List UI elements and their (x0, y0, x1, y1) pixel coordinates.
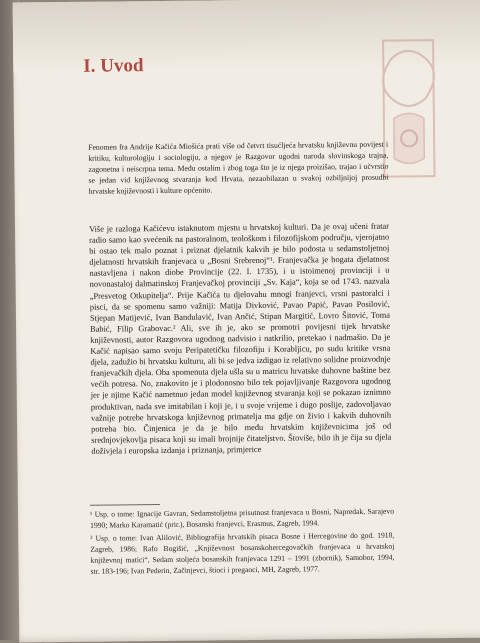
paragraph-main: Više je razloga Kačićevu istaknutom mjestu u hrvatskoj kulturi. Da je ovaj učeni fratar radio samo kao svećenik na pastoralnom, teološkom i filozofijskom području, vjerojatno bi ostao tek malo poznat i priznat djelatnik kakvih je bilo podosta u sedamstoljetnoj djelatnosti hrvatskih franjevaca u „Bosni Srebrenoj“¹. Franjevačka je bogata djelatnost nastavljena i nakon diobe Provincije (22. I. 1735), i u istoimenoj provinciji i u novonastaloj dalmatinskoj Franjevačkoj provinciji „Sv. Kaja“, koja se od 1743. nazvala „Presvetog Otkupitelja“. Prije Kačića tu djelovahu mnogi franjevci, vrsni pastoralci i pisci, da se spomenu samo važniji: Matija Divković, Pavao Papić, Pavao Posilović, Stjepan Matijević, Ivan Bandulavić, Ivan Ančić, Stipan Margitić, Lovro Šitović, Toma Babić, Filip Grabovac.² Ali, sve ih je, ako se promotri povijesni tijek hrvatske književnosti, autor Razgovora ugodnog nadvisio i natkrilio, pretekao i nadmašio. Da je Kačić napisao samo svoju Peripatetičku filozofiju i Korabljicu, po sudu kritike vrsna djela, zadužio bi hrvatsku kulturu, ali bi se jedva izdigao iz relativno solidne proizvodnje franjevačkih djela. Oba spomenuta djela ušla su u matricu hrvatske duhovne baštine bez većih potresa. No, znakovito je i plodonosno bilo tek pojavljivanje Razgovora ugodnog jer je njime Kačić nametnuo jedan model književnog stvaranja koji se pokazao iznimno produktivan, nada sve imitabilan i koji je, i u svoje vrijeme i dugo poslije, zadovoljavao važnije potrebe hrvatskoga književnog primatelja ma gdje on živio i kakvih duhovnih potreba bio. Činjenica je da je bilo među hrvatskim književnicima još od srednjovjekovlja pisaca koji su imali brojnije čitateljstvo. Štoviše, bilo ih je čija su djela doživjela i europska izdanja i priznanja, primjerice (88, 221, 392, 456)
decorative-ornament-icon (381, 38, 436, 179)
chapter-title: I. Uvod (83, 55, 144, 77)
footnote-2: ² Usp. o tome: Ivan Alilović, Bibliografija hrvatskih pisaca Bosne i Hercegovine do god. 1918, Zagreb, 1986; Rafo Bogišić, „Književnost bosanskohercegovačkih franjevaca u hrvatskoj književnoj matici“, Sedam stoljeća bosanskih franjevaca 1291 – 1991 (zbornik), Samobor, 1994, str. 183-196; Ivan Pederin, Začinjevci, štioci i pregaoci, MH, Zagreb, 1977. (90, 530, 395, 576)
body-text (88, 139, 391, 457)
footnotes (90, 502, 395, 580)
footnote-1: ¹ Usp. o tome: Ignacije Gavran, Sedamstoljetna prisutnost franjevaca u Bosni, Napredak, Sarajevo 1990; Marko Karamatić (prir.), Bosanski franjevci, Erasmus, Zagreb, 1994. (89, 506, 395, 530)
paragraph-intro: Fenomen fra Andrije Kačića Miošića prati više od četvrt tisućljeća hrvatsku književnu povijest i kritiku, kulturologiju i sociologiju, a njegov je Razgovor ugodni naroda slovinskoga trajna, zagonetna i neiscrpna tema. Među ostalim i zbog toga što je iz njega proizišao, trajao i učvrstio se jedan vid književnog stvaranja kod Hrvata, nezaobilazan u svakoj ozbiljnijoj prosudbi hrvatske književnosti i kulture općenito. (88, 139, 389, 196)
book-page (13, 0, 480, 643)
footnote-divider (90, 504, 160, 506)
